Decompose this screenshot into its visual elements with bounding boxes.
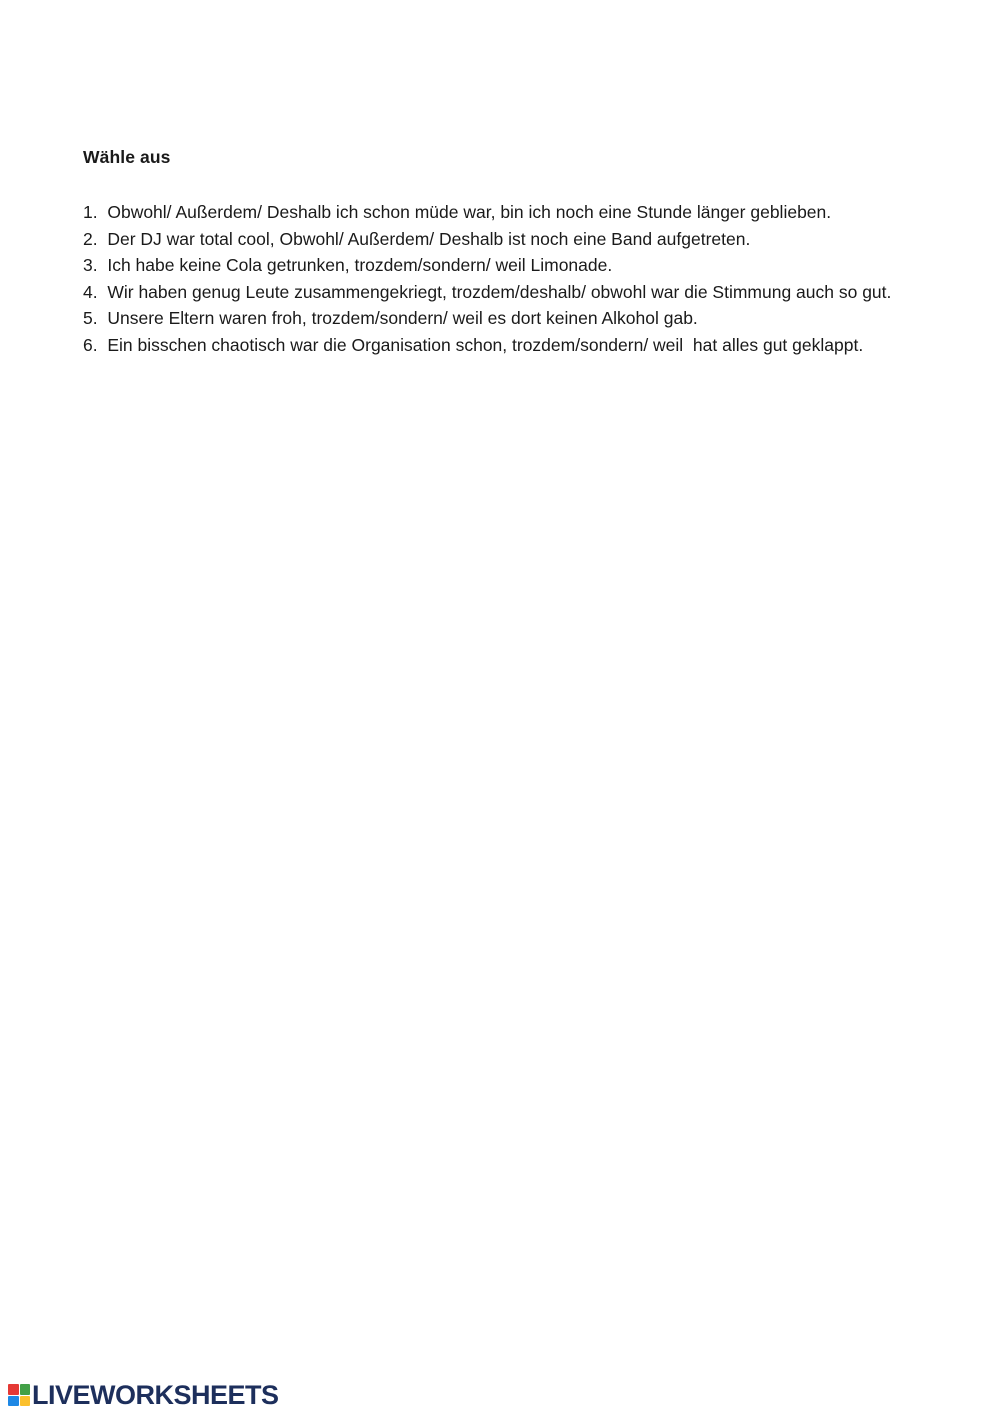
logo-square-red — [8, 1384, 19, 1395]
item-number: 1. — [83, 202, 98, 222]
item-text: Unsere Eltern waren froh, trozdem/sondern/ weil es dort keinen Alkohol gab. — [107, 308, 698, 328]
exercise-list — [83, 199, 963, 358]
logo-text: LIVEWORKSHEETS — [32, 1379, 279, 1410]
item-number: 3. — [83, 255, 98, 275]
exercise-item-5 — [83, 305, 963, 332]
worksheet-title: Wähle aus — [83, 147, 171, 167]
item-text: Obwohl/ Außerdem/ Deshalb ich schon müde war, bin ich noch eine Stunde länger geblieben. — [107, 202, 832, 222]
item-number: 2. — [83, 228, 98, 249]
item-number: 6. — [83, 334, 98, 355]
liveworksheets-logo — [8, 1380, 279, 1410]
exercise-item-1 — [83, 199, 963, 226]
logo-square-yellow — [20, 1396, 31, 1407]
item-text: Der DJ war total cool, Obwohl/ Außerdem/ Deshalb ist noch eine Band aufgetreten. — [107, 228, 751, 249]
exercise-item-4 — [83, 279, 963, 306]
item-text: Ich habe keine Cola getrunken, trozdem/sondern/ weil Limonade. — [107, 255, 613, 275]
item-number: 5. — [83, 308, 98, 328]
item-text: Wir haben genug Leute zusammengekriegt, trozdem/deshalb/ obwohl war die Stimmung auch so gut. — [107, 281, 892, 302]
exercise-item-3 — [83, 252, 963, 279]
logo-square-green — [20, 1384, 31, 1395]
item-text: Ein bisschen chaotisch war die Organisation schon, trozdem/sondern/ weil hat alles gut geklappt. — [107, 334, 864, 355]
exercise-item-2 — [83, 226, 963, 253]
logo-mark-icon — [8, 1384, 30, 1406]
item-number: 4. — [83, 281, 98, 302]
exercise-item-6 — [83, 332, 963, 359]
logo-square-blue — [8, 1396, 19, 1407]
